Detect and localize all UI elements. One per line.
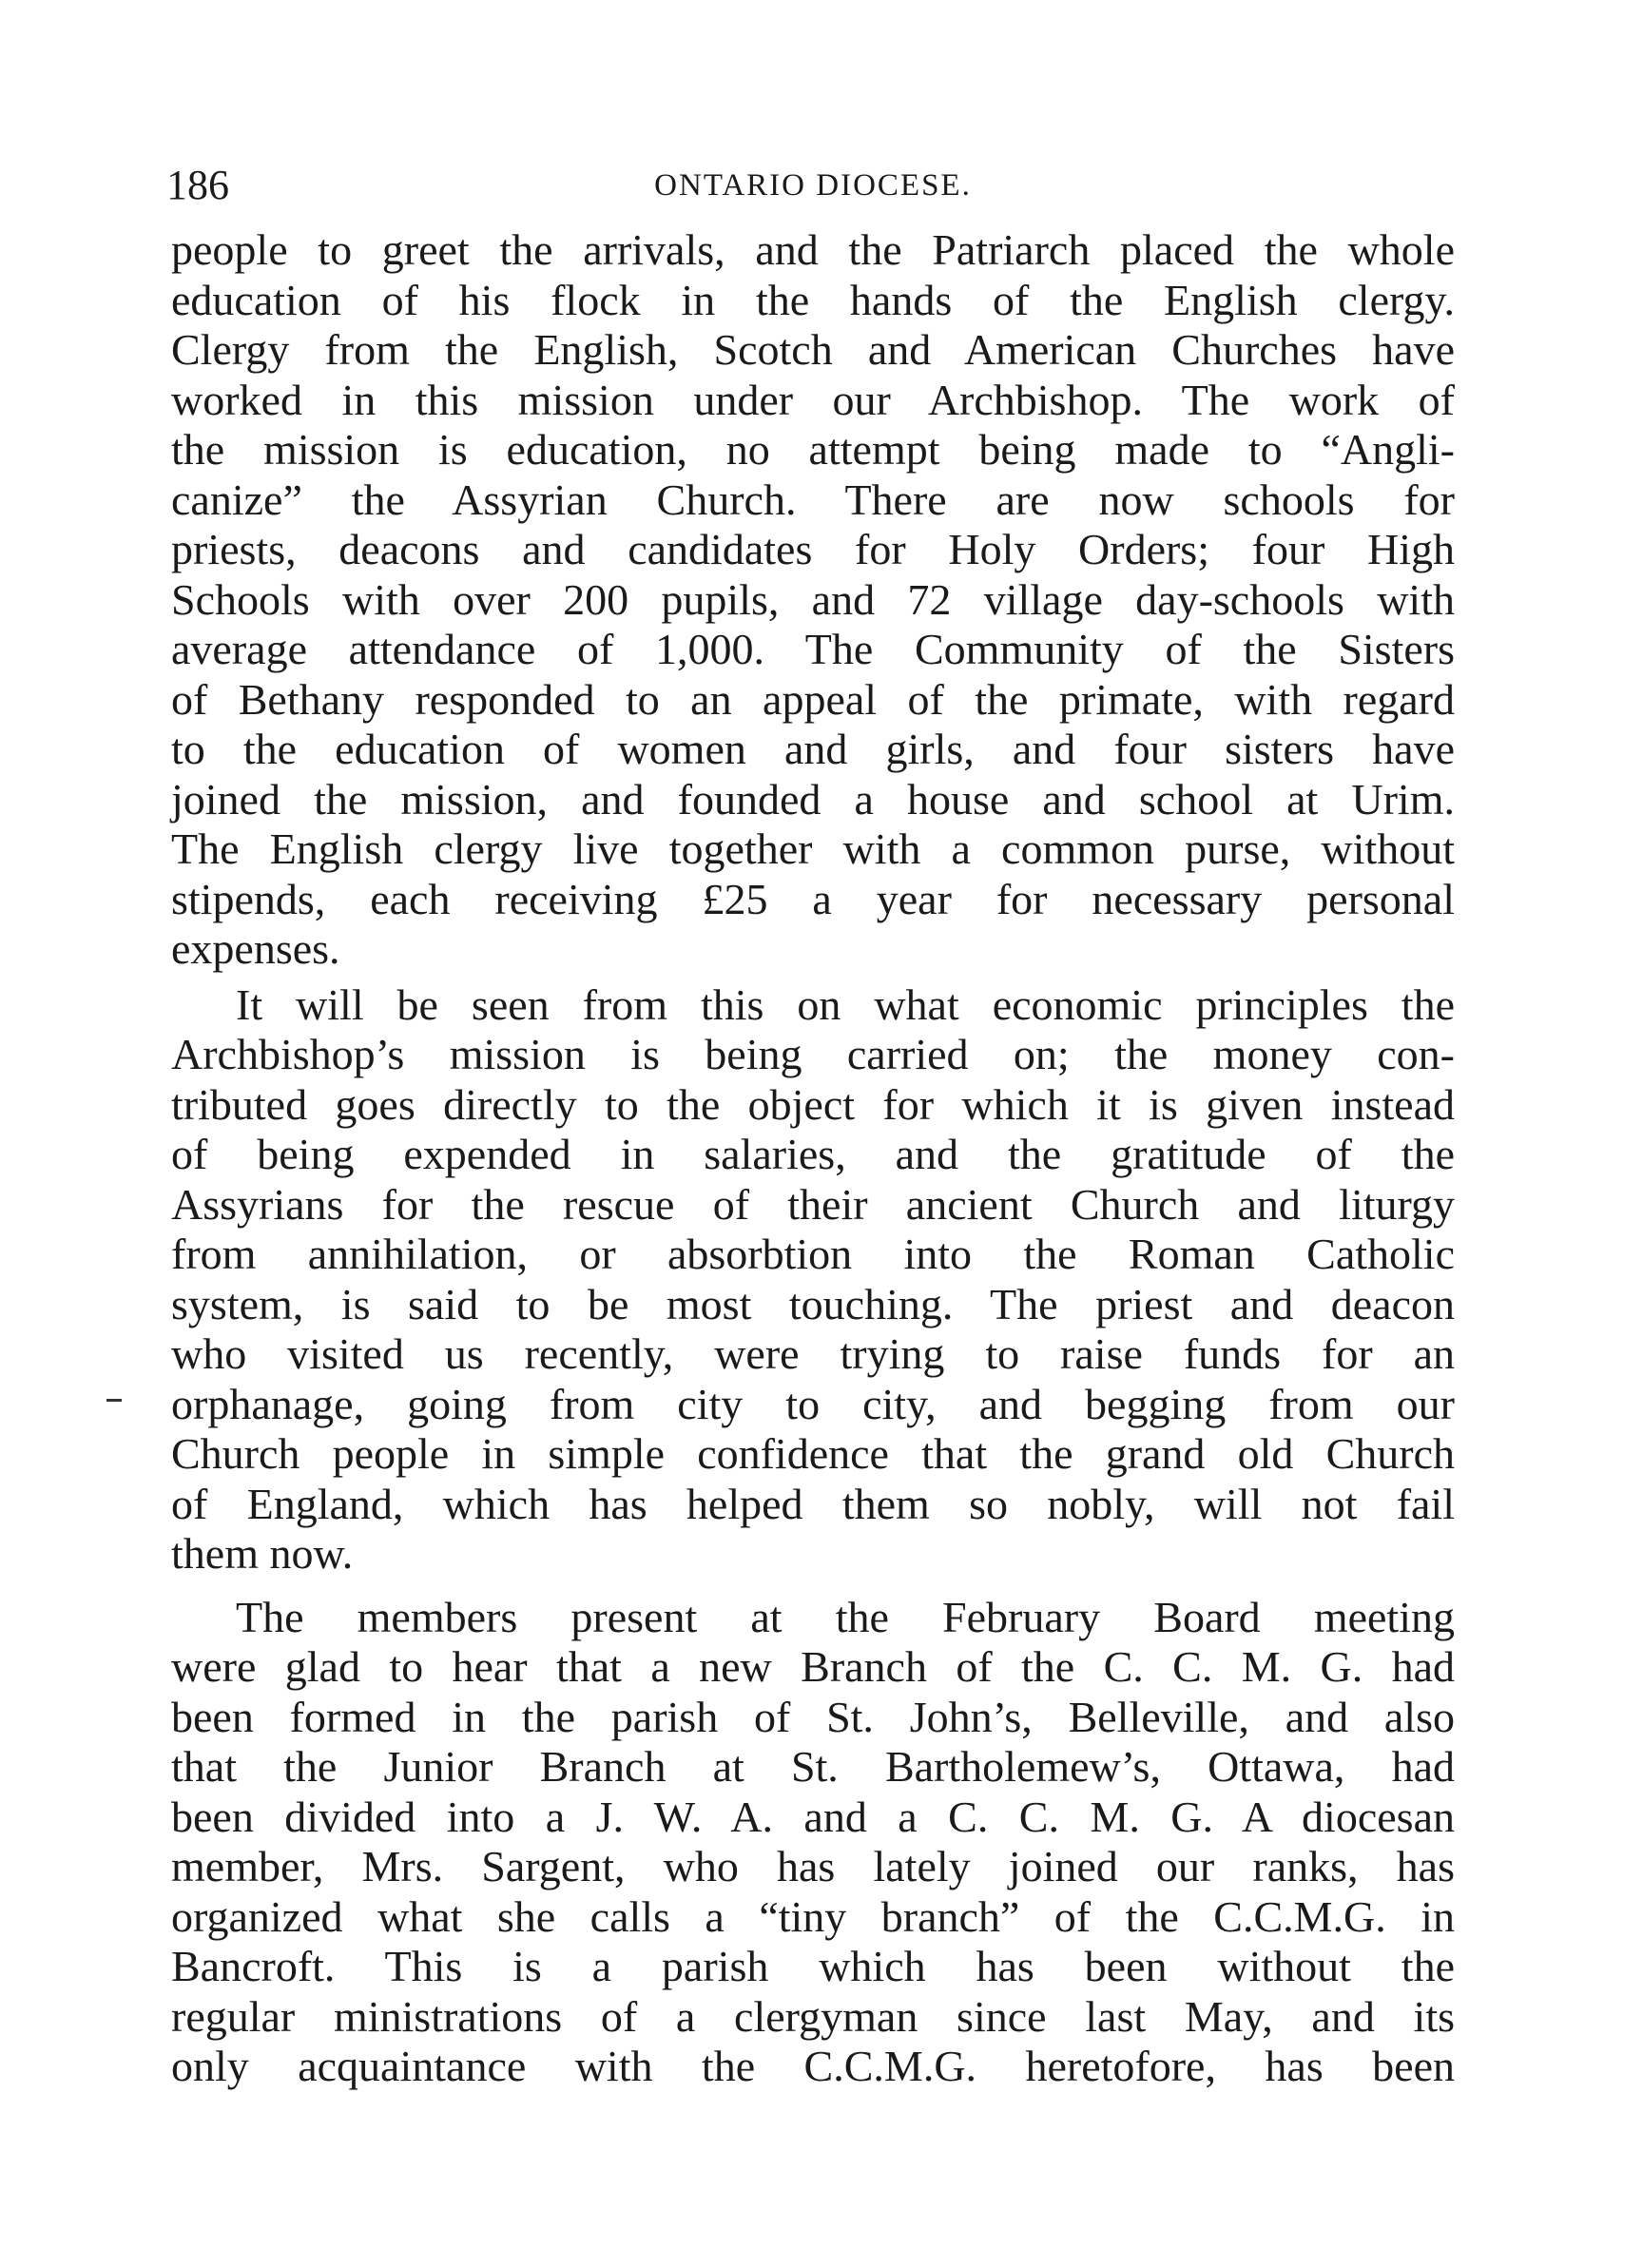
text-line: education of his flock in the hands of the English clergy. <box>171 275 1455 324</box>
text-line: them now. <box>171 1529 354 1578</box>
text-line: people to greet the arrivals, and the Patriarch placed the whole <box>171 225 1455 274</box>
text-line: been divided into a J. W. A. and a C. C. M. G. A diocesan <box>171 1792 1455 1841</box>
text-line: joined the mission, and founded a house and school at Urim. <box>171 774 1455 824</box>
text-line: Assyrians for the rescue of their ancient Church and liturgy <box>171 1179 1455 1229</box>
text-line: the mission is education, no attempt being made to “Angli- <box>171 425 1455 474</box>
text-line: Clergy from the English, Scotch and American Churches have <box>171 325 1455 374</box>
text-line: to the education of women and girls, and four sisters have <box>171 725 1455 773</box>
text-line: tributed goes directly to the object for which it is given instead <box>171 1079 1455 1129</box>
text-line: orphanage, going from city to city, and begging from our <box>171 1379 1455 1428</box>
text-line: regular ministrations of a clergyman since last May, and its <box>171 1991 1455 2041</box>
text-line: system, is said to be most touching. The priest and deacon <box>171 1279 1455 1328</box>
text-line: organized what she calls a “tiny branch” of the C.C.M.G. in <box>171 1891 1455 1941</box>
text-line: Bancroft. This is a parish which has been without the <box>171 1942 1455 1990</box>
text-line: of Bethany responded to an appeal of the primate, with regard <box>171 674 1455 724</box>
text-line: canize” the Assyrian Church. There are now schools for <box>171 475 1455 524</box>
paragraph-2 <box>171 980 1455 1580</box>
text-line: The members present at the February Board meeting <box>236 1592 1455 1641</box>
text-line: been formed in the parish of St. John’s, Belleville, and also <box>171 1692 1455 1741</box>
margin-mark <box>106 1399 122 1402</box>
text-line: were glad to hear that a new Branch of the C. C. M. G. had <box>171 1642 1455 1691</box>
page-header <box>166 157 1459 214</box>
text-line: only acquaintance with the C.C.M.G. heretofore, has been <box>171 2042 1455 2090</box>
text-line: priests, deacons and candidates for Holy Orders; four High <box>171 525 1455 573</box>
page-number: 186 <box>166 162 229 208</box>
text-line: who visited us recently, were trying to raise funds for an <box>171 1329 1455 1378</box>
text-line: It will be seen from this on what economic principles the <box>236 979 1455 1029</box>
text-line: worked in this mission under our Archbishop. The work of <box>171 375 1455 424</box>
running-title: ONTARIO DIOCESE. <box>654 168 972 203</box>
text-line: of being expended in salaries, and the gratitude of the <box>171 1130 1455 1178</box>
text-line: member, Mrs. Sargent, who has lately joined our ranks, has <box>171 1842 1455 1890</box>
text-line: Church people in simple confidence that the grand old Church <box>171 1429 1455 1478</box>
text-line: that the Junior Branch at St. Bartholemew’s, Ottawa, had <box>171 1742 1455 1791</box>
text-line: The English clergy live together with a common purse, without <box>171 824 1455 873</box>
paragraph-1 <box>171 225 1455 975</box>
text-line: stipends, each receiving £25 a year for necessary personal <box>171 874 1455 923</box>
text-line: Schools with over 200 pupils, and 72 village day-schools with <box>171 574 1455 624</box>
text-line: expenses. <box>171 924 340 973</box>
paragraph-3 <box>171 1593 1455 2092</box>
text-line: Archbishop’s mission is being carried on; the money con- <box>171 1030 1455 1078</box>
text-line: of England, which has helped them so nobly, will not fail <box>171 1479 1455 1528</box>
text-line: average attendance of 1,000. The Community of the Sisters <box>171 625 1455 673</box>
body-text <box>171 225 1455 2092</box>
text-line: from annihilation, or absorbtion into the Roman Catholic <box>171 1230 1455 1278</box>
